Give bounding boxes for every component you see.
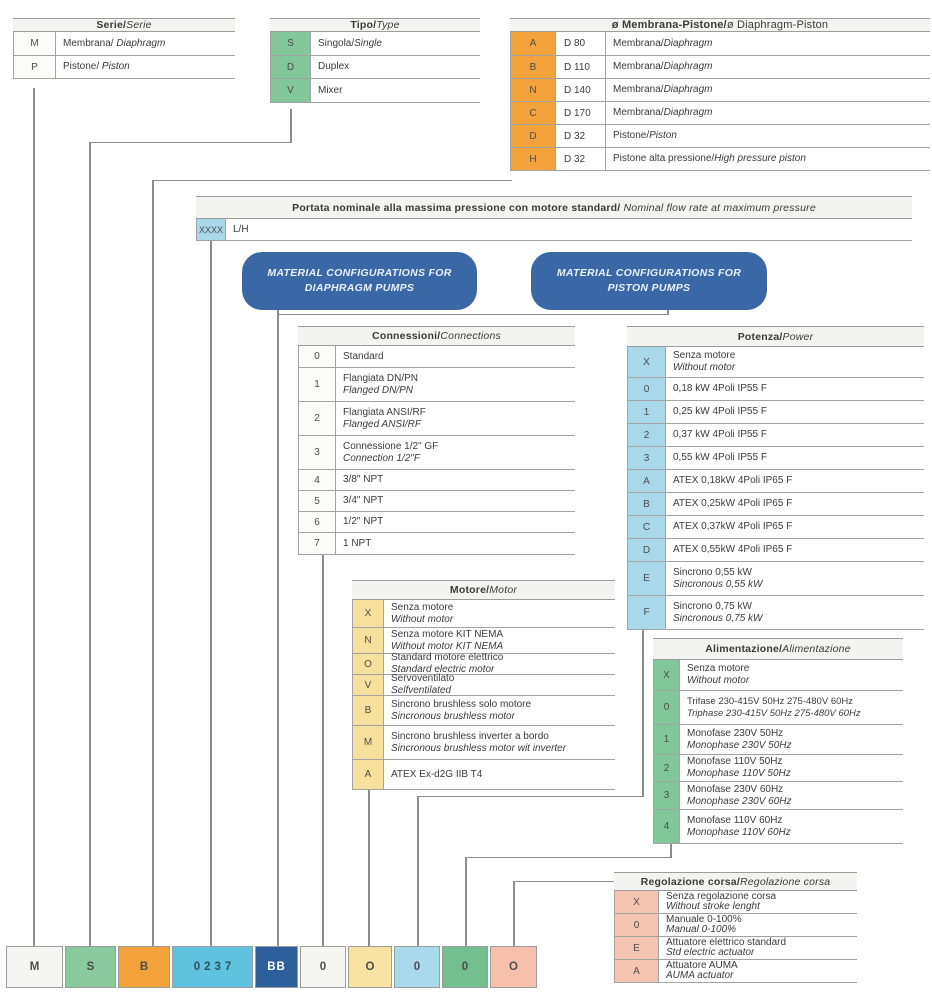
desc-cell: Sincrono 0,55 kW Sincronous 0,55 kW	[673, 566, 763, 590]
table-row	[353, 600, 615, 628]
table-row	[654, 691, 903, 725]
table-header: Tipo/ Type	[270, 18, 480, 32]
desc-cell: Senza regolazione corsa Without stroke lenght	[666, 890, 777, 912]
table-header: Regolazione corsa/ Regolazione corsa	[614, 872, 857, 891]
code-cell: 2	[628, 424, 666, 446]
material-box-diaphragm: MATERIAL CONFIGURATIONS FOR DIAPHRAGM PUMPS	[242, 252, 477, 310]
connector-line	[210, 241, 212, 946]
table-row	[14, 56, 235, 79]
connector-line	[642, 629, 644, 797]
code-cell: B	[353, 696, 384, 725]
code-cell: N	[511, 79, 556, 101]
code-cell: D	[628, 539, 666, 561]
connector-line	[513, 881, 515, 947]
code-cell: V	[271, 79, 311, 102]
table-row	[197, 219, 912, 241]
code-cell: V	[353, 675, 384, 695]
code-cell: 4	[299, 470, 336, 490]
code-cell: 6	[299, 512, 336, 532]
desc-cell: ATEX 0,37kW 4Poli IP65 F	[673, 521, 793, 533]
table-row	[654, 782, 903, 810]
desc-cell: Membrana/ Diaphragm	[613, 37, 713, 49]
desc-cell: 0,55 kW 4Poli IP55 F	[673, 452, 767, 464]
table-row	[353, 654, 615, 675]
desc-cell: ATEX 0,25kW 4Poli IP65 F	[673, 498, 793, 510]
connector-line	[152, 180, 512, 182]
connector-line	[152, 180, 154, 947]
desc-cell: Membrana/ Diaphragm	[613, 84, 713, 96]
connector-line	[89, 142, 291, 144]
code-cell: 4	[654, 810, 680, 843]
desc-cell: Senza motore KIT NEMA Without motor KIT NEMA	[391, 628, 504, 652]
table-row	[511, 148, 930, 171]
code-cell: XXXX	[197, 219, 226, 240]
desc-cell: 1 NPT	[343, 537, 372, 549]
desc-cell: 0,25 kW 4Poli IP55 F	[673, 406, 767, 418]
regolazione-table	[614, 872, 857, 983]
code-cell: P	[14, 56, 56, 78]
desc-cell: Connessione 1/2" GF Connection 1/2"F	[343, 440, 439, 464]
desc-cell: Flangiata DN/PN Flanged DN/PN	[343, 372, 419, 396]
portata-table	[196, 196, 912, 241]
desc-cell: Pistone alta pressione/ High pressure piston	[613, 153, 806, 165]
table-row	[511, 125, 930, 148]
table-row	[299, 402, 575, 436]
desc-cell: ATEX 0,55kW 4Poli IP65 F	[673, 544, 793, 556]
code-cell: 3	[299, 436, 336, 469]
table-header: Connessioni/ Connections	[298, 326, 575, 346]
table-header: ø Membrana-Pistone/ ø Diaphragm-Piston	[510, 18, 930, 32]
desc-cell: Mixer	[318, 84, 343, 96]
code-cell: 0	[654, 691, 680, 724]
desc-cell: Duplex	[318, 61, 350, 73]
table-row	[511, 32, 930, 56]
table-row	[299, 346, 575, 368]
desc-cell: Senza motore Without motor	[673, 350, 736, 373]
table-row	[299, 470, 575, 491]
connector-line	[368, 790, 370, 946]
table-row	[271, 79, 480, 103]
connessioni-table	[298, 326, 575, 555]
desc-cell: 0,37 kW 4Poli IP55 F	[673, 429, 767, 441]
table-row	[353, 760, 615, 790]
size-cell: D 170	[556, 102, 606, 124]
desc-cell: Sincrono brushless solo motore Sincronous brushless motor	[391, 698, 532, 722]
code-cell-alimentazione: 0	[442, 946, 488, 988]
code-cell: A	[511, 32, 556, 55]
table-row	[353, 726, 615, 760]
code-cell: 7	[299, 533, 336, 554]
code-cell: E	[628, 562, 666, 595]
connector-line	[417, 796, 419, 947]
size-cell: D 32	[556, 148, 606, 170]
table-header: Serie/ Serie	[13, 18, 235, 32]
table-row	[299, 368, 575, 402]
table-row	[654, 810, 903, 844]
connector-line	[33, 88, 35, 946]
desc-cell: 1/2" NPT	[343, 516, 384, 528]
code-cell-serie: M	[6, 946, 63, 988]
table-row	[299, 436, 575, 470]
table-row	[615, 891, 857, 914]
desc-cell: ATEX 0,18kW 4Poli IP65 F	[673, 475, 793, 487]
table-row	[353, 628, 615, 654]
desc-cell: 3/8" NPT	[343, 474, 384, 486]
code-cell: X	[353, 600, 384, 627]
alimentazione-table	[653, 638, 903, 844]
code-cell-materiali: BB	[255, 946, 298, 988]
desc-cell: Membrana/ Diaphragm	[613, 107, 713, 119]
desc-cell: Pistone/ Piston	[63, 61, 130, 73]
code-cell: D	[271, 56, 311, 78]
desc-cell: 0,18 kW 4Poli IP55 F	[673, 383, 767, 395]
code-cell-diametro: B	[118, 946, 170, 988]
size-cell: D 140	[556, 79, 606, 101]
connector-line	[89, 142, 91, 947]
diametro-table	[510, 18, 930, 171]
code-cell: A	[353, 760, 384, 789]
code-cell: 0	[615, 914, 659, 936]
table-row	[271, 56, 480, 79]
code-cell: 1	[654, 725, 680, 754]
table-row	[511, 102, 930, 125]
connector-line	[322, 555, 324, 946]
size-cell: D 32	[556, 125, 606, 147]
size-cell: D 110	[556, 56, 606, 78]
table-row	[628, 378, 924, 401]
code-cell: D	[511, 125, 556, 147]
desc-cell: Monofase 230V 50Hz Monophase 230V 50Hz	[687, 727, 792, 751]
table-row	[628, 562, 924, 596]
code-cell: N	[353, 628, 384, 653]
code-cell: 3	[654, 782, 680, 809]
table-row	[628, 539, 924, 562]
desc-cell: Pistone/ Piston	[613, 130, 677, 142]
code-cell: E	[615, 937, 659, 959]
table-row	[299, 491, 575, 512]
desc-cell: Attuatore AUMA AUMA actuator	[666, 959, 738, 981]
code-cell-motore: O	[348, 946, 392, 988]
table-header: Portata nominale alla massima pressione con motore standard/ Nominal flow rate at maximum pressure	[196, 196, 912, 219]
code-cell: 5	[299, 491, 336, 511]
table-row	[14, 32, 235, 56]
connector-line	[277, 314, 668, 316]
code-cell: X	[628, 347, 666, 377]
table-row	[628, 470, 924, 493]
table-row	[615, 914, 857, 937]
unit-cell: L/H	[233, 223, 249, 235]
code-cell: H	[511, 148, 556, 170]
desc-cell: Senza motore Without motor	[391, 601, 454, 625]
code-cell: 0	[628, 378, 666, 400]
desc-cell: Monofase 110V 60Hz Monophase 110V 60Hz	[687, 814, 791, 838]
table-row	[628, 424, 924, 447]
desc-cell: Sincrono brushless inverter a bordo Sincronous brushless motor wit inverter	[391, 730, 567, 754]
desc-cell: Standard	[343, 350, 384, 362]
connector-line	[277, 314, 279, 947]
table-header: Potenza/ Power	[627, 326, 924, 347]
connector-line	[290, 109, 292, 143]
desc-cell: Servoventilato Selfventilated	[391, 673, 455, 696]
desc-cell: 3/4" NPT	[343, 495, 384, 507]
tipo-table	[270, 18, 480, 103]
desc-cell: Monofase 230V 60Hz Monophase 230V 60Hz	[687, 783, 792, 807]
size-cell: D 80	[556, 32, 606, 55]
code-cell: B	[511, 56, 556, 78]
desc-cell: Sincrono 0,75 kW Sincronous 0,75 kW	[673, 600, 763, 624]
code-cell-portata: 0237	[172, 946, 253, 988]
desc-cell: Attuatore elettrico standard Std electric actuator	[666, 936, 787, 958]
code-cell-potenza: 0	[394, 946, 440, 988]
code-cell-tipo: S	[65, 946, 116, 988]
desc-cell: Standard motore elettrico Standard electric motor	[391, 652, 504, 675]
code-cell: 0	[299, 346, 336, 367]
desc-cell: ATEX Ex-d2G IIB T4	[391, 768, 483, 780]
desc-cell: Flangiata ANSI/RF Flanged ANSI/RF	[343, 406, 426, 430]
code-cell: M	[14, 32, 56, 55]
table-row	[628, 347, 924, 378]
code-cell: C	[511, 102, 556, 124]
code-cell: X	[615, 891, 659, 913]
code-cell: B	[628, 493, 666, 515]
code-cell: 3	[628, 447, 666, 469]
connector-line	[513, 881, 614, 883]
table-row	[615, 960, 857, 983]
table-row	[271, 32, 480, 56]
code-cell: 2	[654, 755, 680, 781]
code-cell-connessioni: 0	[300, 946, 346, 988]
code-cell: X	[654, 660, 680, 690]
code-cell: 1	[628, 401, 666, 423]
table-header: Motore/ Motor	[352, 580, 615, 600]
potenza-table	[627, 326, 924, 630]
code-cell: 2	[299, 402, 336, 435]
desc-cell: Membrana/ Diaphragm	[613, 61, 713, 73]
code-cell: F	[628, 596, 666, 629]
table-row	[628, 596, 924, 630]
desc-cell: Manuale 0-100% Manual 0-100%	[666, 913, 742, 935]
table-row	[299, 533, 575, 555]
table-row	[654, 755, 903, 782]
code-cell: S	[271, 32, 311, 55]
table-row	[628, 493, 924, 516]
table-row	[353, 675, 615, 696]
table-header: Alimentazione/ Alimentazione	[653, 638, 903, 660]
desc-cell: Senza motore Without motor	[687, 663, 750, 686]
code-cell: 1	[299, 368, 336, 401]
desc-cell: Singola/ Single	[318, 37, 382, 49]
table-row	[628, 401, 924, 424]
connector-line	[465, 857, 671, 859]
serie-table	[13, 18, 235, 79]
table-row	[353, 696, 615, 726]
desc-cell: Monofase 110V 50Hz Monophase 110V 50Hz	[687, 756, 791, 779]
connector-line	[417, 796, 643, 798]
code-cell: A	[615, 960, 659, 982]
table-row	[654, 725, 903, 755]
code-cell: C	[628, 516, 666, 538]
motore-table	[352, 580, 615, 790]
desc-cell: Membrana/ Diaphragm	[63, 37, 166, 49]
table-row	[615, 937, 857, 960]
connector-line	[465, 857, 467, 947]
code-cell-regolazione: O	[490, 946, 537, 988]
code-cell: A	[628, 470, 666, 492]
table-row	[654, 660, 903, 691]
code-cell: O	[353, 654, 384, 674]
table-row	[511, 79, 930, 102]
material-box-piston: MATERIAL CONFIGURATIONS FOR PISTON PUMPS	[531, 252, 767, 310]
table-row	[628, 516, 924, 539]
table-row	[628, 447, 924, 470]
table-row	[299, 512, 575, 533]
desc-cell: Trifase 230-415V 50Hz 275-480V 60Hz Triphase 230-415V 50Hz 275-480V 60Hz	[687, 696, 861, 719]
table-row	[511, 56, 930, 79]
code-cell: M	[353, 726, 384, 759]
